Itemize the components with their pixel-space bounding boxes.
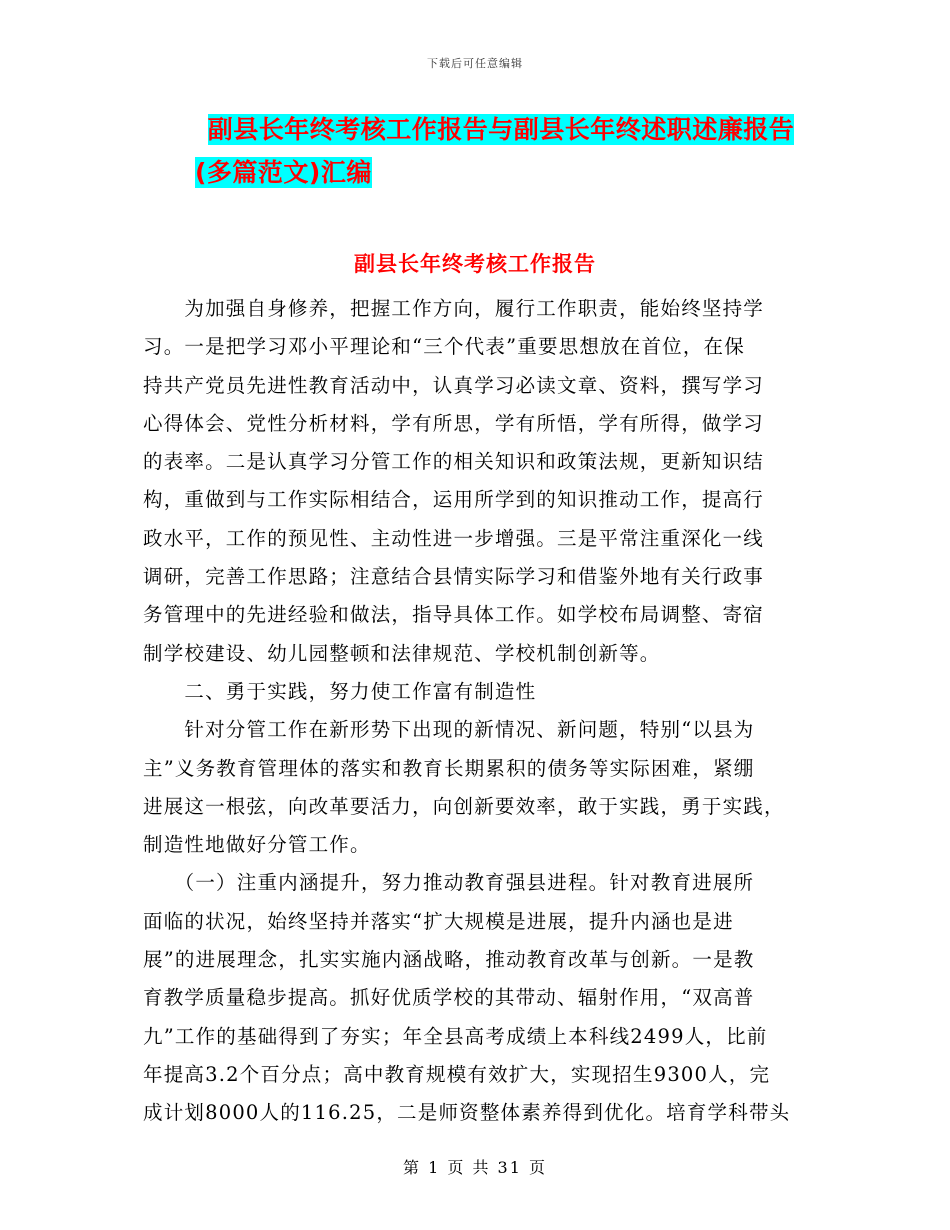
body-line: 心得体会、党性分析材料，学有所思，学有所悟，学有所得，做学习	[143, 411, 765, 435]
body-line: 的表率。二是认真学习分管工作的相关知识和政策法规，更新知识结	[143, 450, 765, 474]
main-title-line-2	[0, 158, 950, 188]
body-line: 习。一是把学习邓小平理论和“三个代表”重要思想放在首位，在保	[143, 335, 745, 359]
body-line: 展”的进展理念，扎实实施内涵战略，推动教育改革与创新。一是教	[143, 948, 755, 972]
body-line: 进展这一根弦，向改革要活力，向创新要效率，敢于实践，勇于实践，	[143, 794, 785, 818]
body-line: 育教学质量稳步提高。抓好优质学校的其带动、辐射作用，“双高普	[143, 986, 755, 1010]
main-title-line-1	[0, 115, 950, 145]
header-note: 下载后可任意编辑	[427, 57, 523, 70]
main-title-text-2: (多篇范文)汇编	[195, 158, 372, 187]
body-line: 成计划8000人的116.25，二是师资整体素养得到优化。培育学科带头	[143, 1101, 791, 1125]
body-line: 九”工作的基础得到了夯实；年全县高考成绩上本科线2499人，比前	[143, 1024, 768, 1048]
body-line: 务管理中的先进经验和做法，指导具体工作。如学校布局调整、寄宿	[143, 603, 765, 627]
section-title: 副县长年终考核工作报告	[354, 252, 596, 276]
body-line: 制学校建设、幼儿园整顿和法律规范、学校机制创新等。	[143, 641, 661, 665]
body-line: 为加强自身修养，把握工作方向，履行工作职责，能始终坚持学	[143, 297, 765, 320]
page-footer: 第 1 页 共 31 页	[403, 1158, 547, 1177]
body-line: 二、勇于实践，努力使工作富有制造性	[143, 679, 537, 703]
body-line: 年提高3.2个百分点；高中教育规模有效扩大，实现招生9300人，完	[143, 1062, 771, 1086]
body-line: 构，重做到与工作实际相结合，运用所学到的知识推动工作，提高行	[143, 488, 765, 512]
body-line: 针对分管工作在新形势下出现的新情况、新问题，特别“以县为	[143, 718, 755, 742]
body-line: 面临的状况，始终坚持并落实“扩大规模是进展，提升内涵也是进	[143, 909, 734, 933]
body-line: 调研，完善工作思路；注意结合县情实际学习和借鉴外地有关行政事	[143, 565, 765, 589]
body-line: 制造性地做好分管工作。	[143, 833, 371, 857]
main-title-text-1: 副县长年终考核工作报告与副县长年终述职述廉报告	[207, 115, 795, 144]
body-text	[143, 290, 803, 1133]
body-line: 主”义务教育管理体的落实和教育长期累积的债务等实际困难，紧绷	[143, 756, 755, 780]
body-line: （一）注重内涵提升，努力推动教育强县进程。针对教育进展所	[143, 871, 755, 895]
body-line: 持共产党员先进性教育活动中，认真学习必读文章、资料，撰写学习	[143, 373, 765, 397]
body-line: 政水平，工作的预见性、主动性进一步增强。三是平常注重深化一线	[143, 526, 765, 550]
